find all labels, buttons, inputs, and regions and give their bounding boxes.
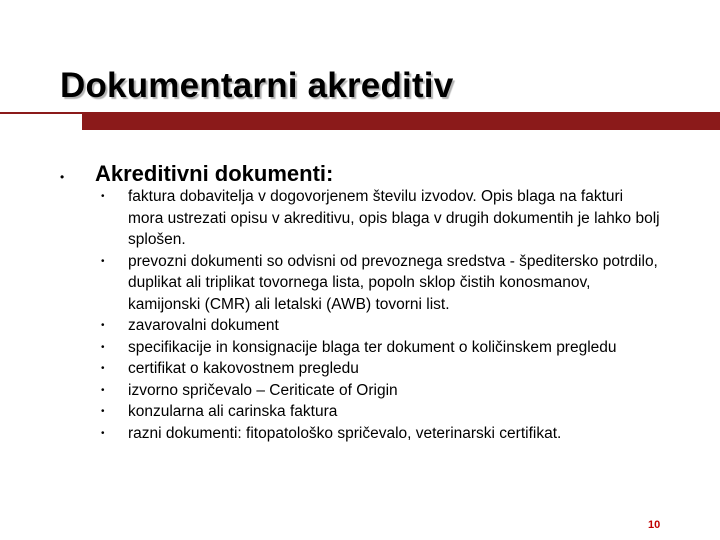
list-item bbox=[101, 315, 661, 337]
section-heading: Akreditivni dokumenti: bbox=[95, 161, 334, 186]
list-item bbox=[101, 251, 661, 316]
list-item bbox=[101, 358, 661, 380]
list-item bbox=[101, 380, 661, 402]
document-list bbox=[101, 186, 661, 444]
list-item-text: prevozni dokumenti so odvisni od prevoznega sredstva - špeditersko potrdilo, duplikat ali triplikat tovornega lista, popoln sklop čistih konosmanov, kamijonski (CMR) ali letalski (AWB) tovorni list. bbox=[128, 252, 658, 313]
list-item-text: certifikat o kakovostnem pregledu bbox=[128, 360, 359, 377]
list-item-text: razni dokumenti: fitopatološko spričevalo, veterinarski certifikat. bbox=[128, 424, 562, 442]
bullet-icon: • bbox=[101, 320, 105, 331]
slide-title: Dokumentarni akreditiv bbox=[60, 66, 454, 105]
list-item-text: faktura dobavitelja v dogovorjenem številu izvodov. Opis blaga na fakturi mora ustrezati opisu v akreditivu, opis blaga v drugih dokumentih je lahko bolj splošen. bbox=[128, 188, 660, 248]
list-item bbox=[101, 423, 661, 445]
bullet-icon: • bbox=[101, 406, 105, 417]
list-item-text: konzularna ali carinska faktura bbox=[128, 403, 338, 420]
list-item bbox=[101, 401, 661, 423]
bullet-icon: • bbox=[101, 363, 105, 374]
page-number: 10 bbox=[648, 519, 661, 531]
bullet-icon: • bbox=[101, 255, 105, 267]
list-item-text: izvorno spričevalo – Ceriticate of Origin bbox=[128, 381, 398, 399]
level1-bullet: • bbox=[60, 170, 65, 184]
title-accent-bar bbox=[82, 114, 720, 130]
list-item bbox=[101, 337, 661, 359]
bullet-icon: • bbox=[101, 341, 105, 353]
list-item-text: specifikacije in konsignacije blaga ter dokument o količinskem pregledu bbox=[128, 338, 617, 356]
list-item bbox=[101, 186, 661, 251]
bullet-icon: • bbox=[101, 427, 105, 439]
bullet-icon: • bbox=[101, 384, 105, 396]
bullet-icon: • bbox=[101, 191, 105, 202]
list-item-text: zavarovalni dokument bbox=[128, 317, 279, 334]
